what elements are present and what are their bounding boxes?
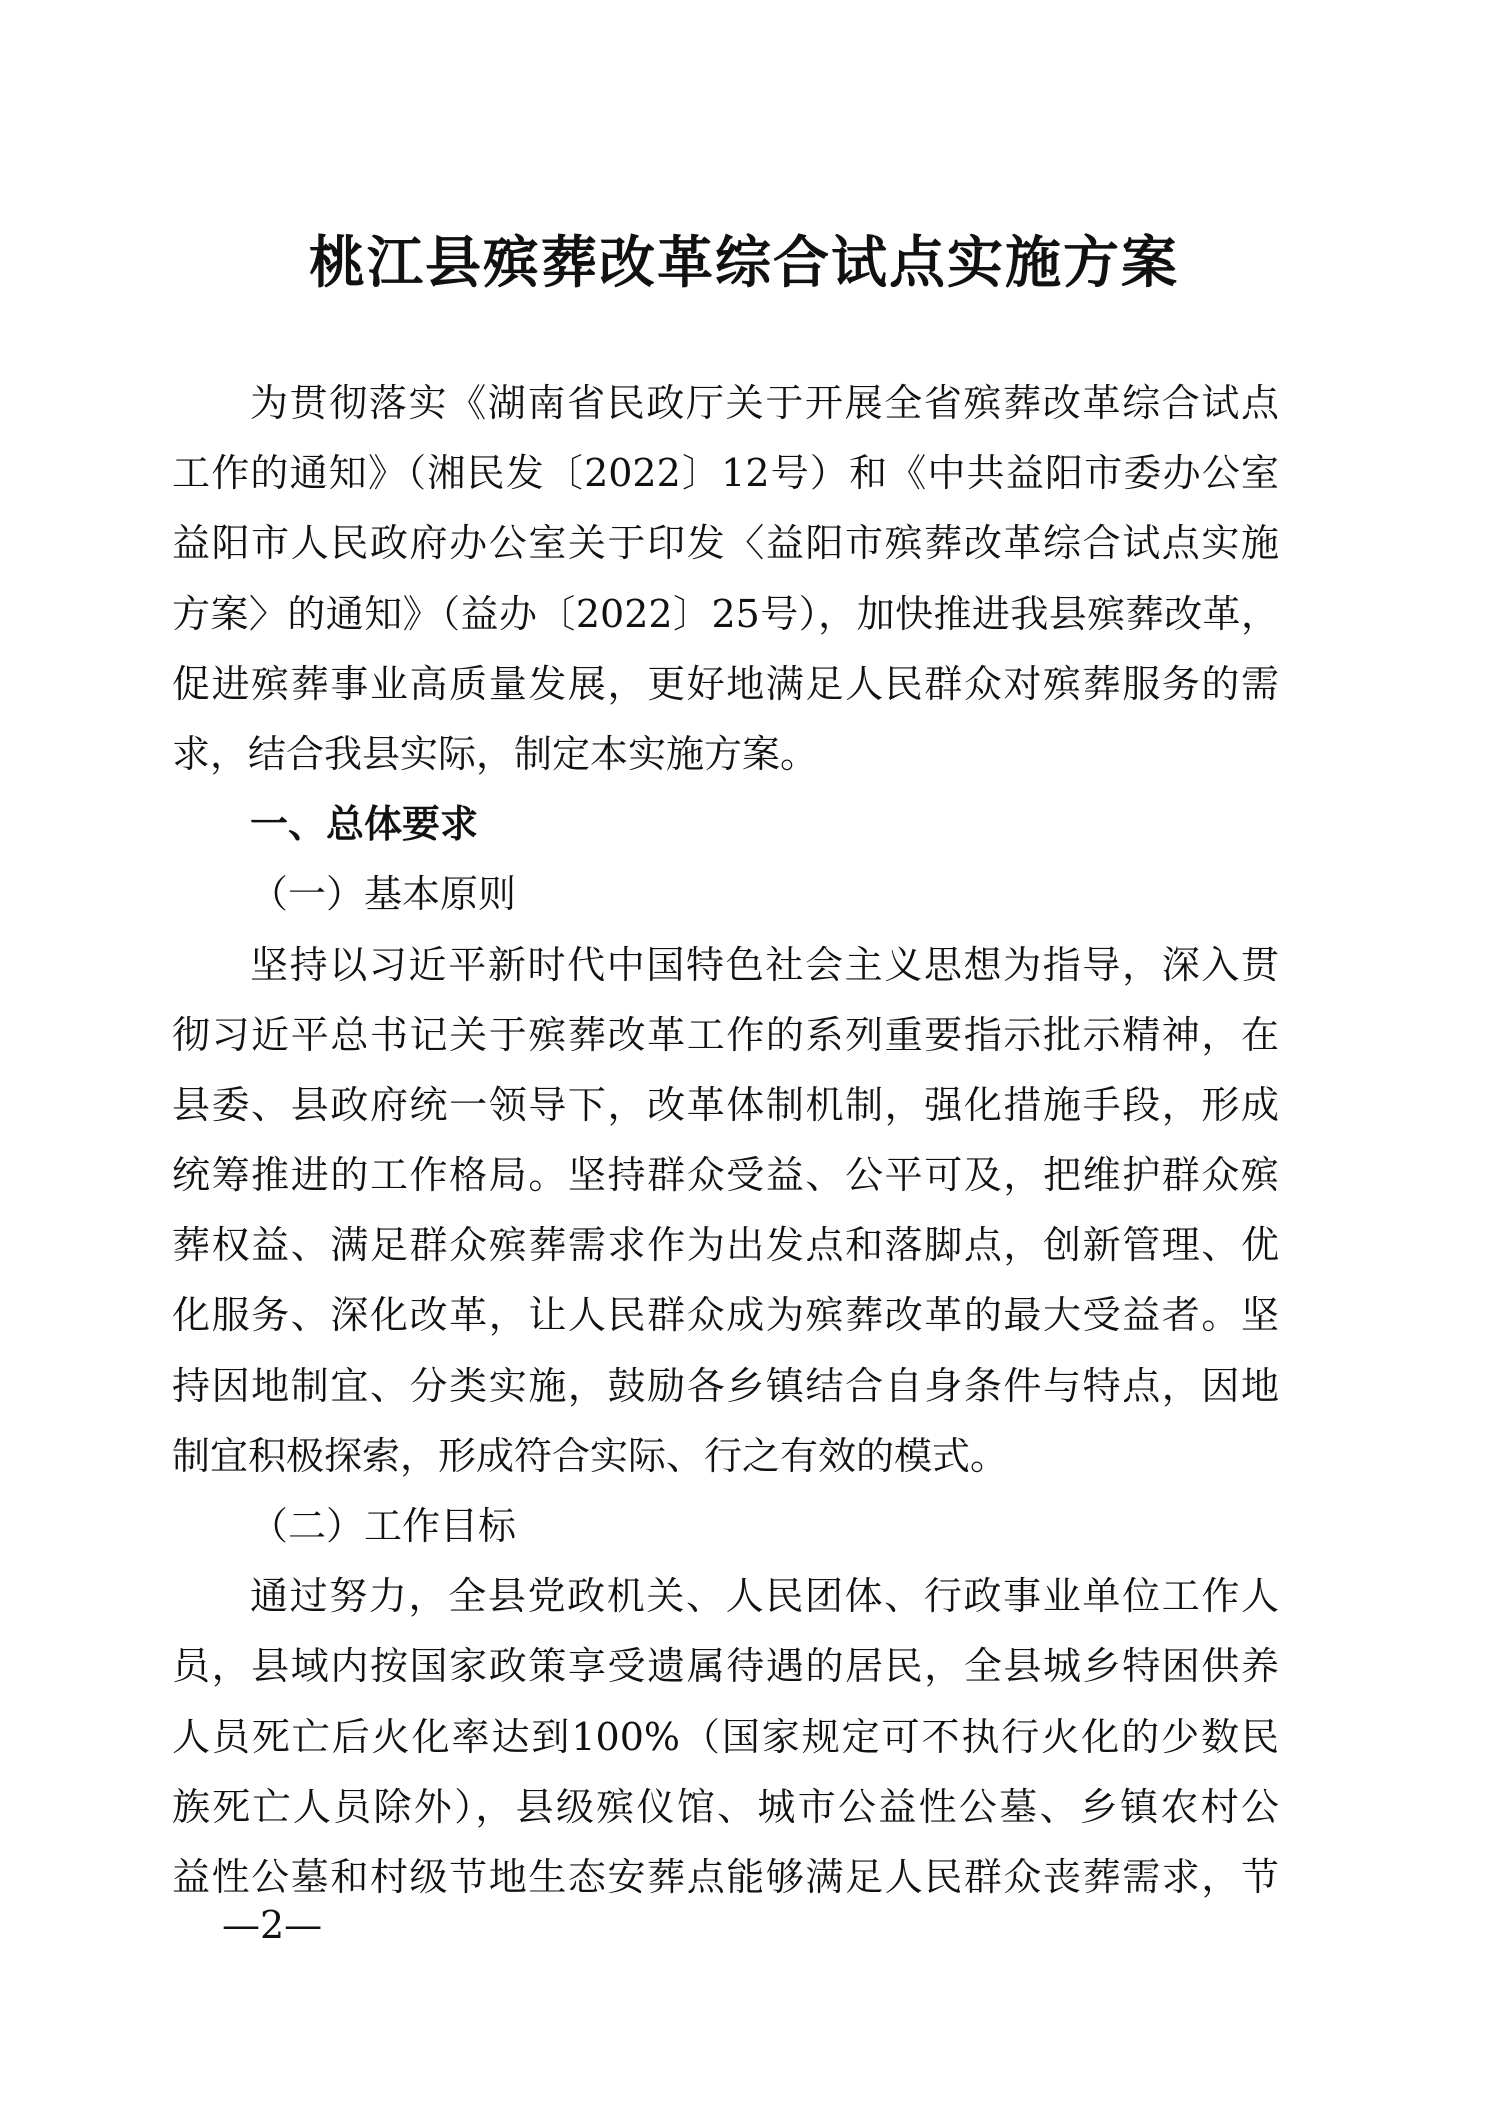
page-number: —2—	[222, 1903, 323, 1947]
section-heading: 一、总体要求	[250, 802, 479, 847]
paragraph-line: 化服务、深化改革，让人民群众成为殡葬改革的最大受益者。坚	[172, 1293, 1279, 1338]
paragraph-line: 工作的通知》（湘民发〔2022〕12号）和《中共益阳市委办公室	[172, 451, 1279, 496]
paragraph-line: 方案〉的通知》（益办〔2022〕25号），加快推进我县殡葬改革，	[172, 591, 1279, 636]
paragraph-line: 人员死亡后火化率达到100%（国家规定可不执行火化的少数民	[172, 1714, 1279, 1759]
paragraph-line: 县委、县政府统一领导下，改革体制机制，强化措施手段，形成	[172, 1082, 1279, 1127]
paragraph-line: 持因地制宜、分类实施，鼓励各乡镇结合自身条件与特点，因地	[172, 1363, 1279, 1408]
document-title: 桃江县殡葬改革综合试点实施方案	[309, 230, 1179, 296]
paragraph-line: 员，县域内按国家政策享受遗属待遇的居民，全县城乡特困供养	[172, 1644, 1279, 1689]
paragraph-line: 制宜积极探索，形成符合实际、行之有效的模式。	[172, 1433, 1009, 1478]
subsection-heading: （一）基本原则	[250, 872, 517, 917]
paragraph-line: 统筹推进的工作格局。坚持群众受益、公平可及，把维护群众殡	[172, 1153, 1279, 1198]
paragraph-line: 为贯彻落实《湖南省民政厅关于开展全省殡葬改革综合试点	[250, 381, 1279, 425]
subsection-heading: （二）工作目标	[250, 1504, 517, 1548]
paragraph-line: 彻习近平总书记关于殡葬改革工作的系列重要指示批示精神，在	[172, 1012, 1279, 1057]
paragraph-line: 促进殡葬事业高质量发展，更好地满足人民群众对殡葬服务的需	[172, 661, 1279, 706]
paragraph-line: 通过努力，全县党政机关、人民团体、行政事业单位工作人	[250, 1574, 1279, 1619]
paragraph-line: 益性公墓和村级节地生态安葬点能够满足人民群众丧葬需求，节	[172, 1854, 1279, 1899]
paragraph-line: 益阳市人民政府办公室关于印发〈益阳市殡葬改革综合试点实施	[172, 521, 1279, 566]
paragraph-line: 求，结合我县实际，制定本实施方案。	[172, 731, 819, 776]
paragraph-line: 族死亡人员除外），县级殡仪馆、城市公益性公墓、乡镇农村公	[172, 1784, 1279, 1829]
document-body	[172, 368, 1279, 1912]
paragraph-line: 坚持以习近平新时代中国特色社会主义思想为指导，深入贯	[250, 942, 1279, 987]
paragraph-line: 葬权益、满足群众殡葬需求作为出发点和落脚点，创新管理、优	[172, 1223, 1279, 1268]
